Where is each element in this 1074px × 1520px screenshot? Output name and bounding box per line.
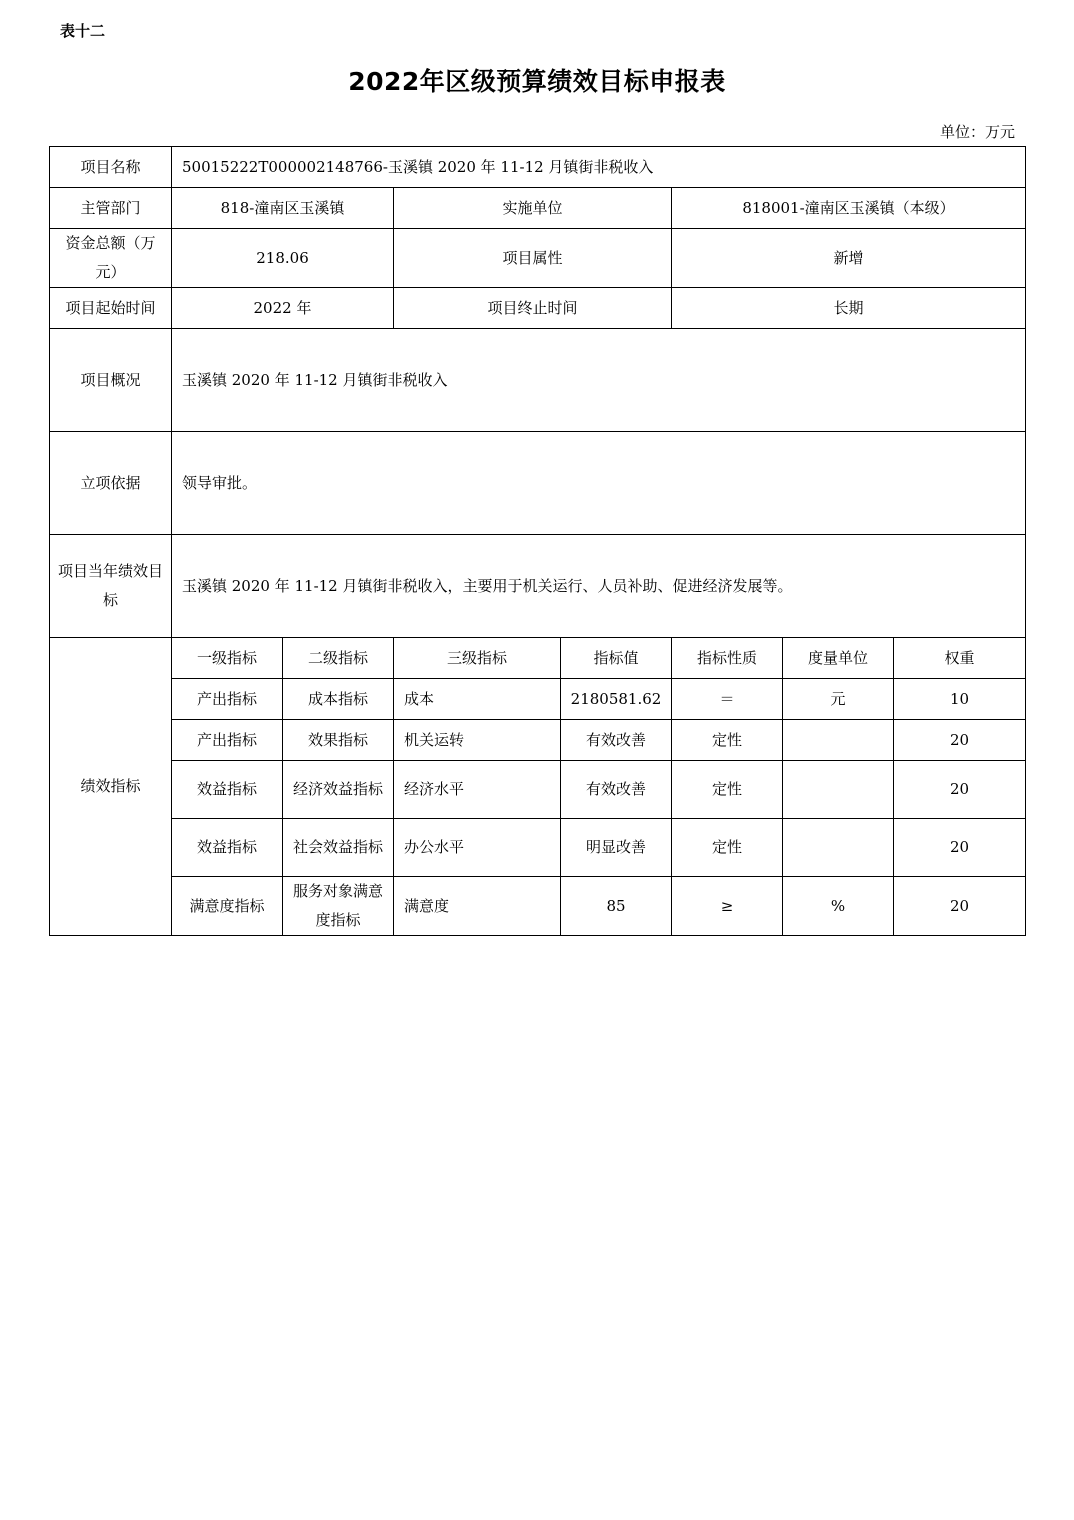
row-goal — [50, 535, 1026, 638]
cell-value: 有效改善 — [561, 720, 672, 761]
cell-level2: 服务对象满意度指标 — [283, 877, 394, 936]
cell-unit: 元 — [783, 679, 894, 720]
cell-level3: 办公水平 — [394, 819, 561, 877]
cell-unit — [783, 761, 894, 819]
cell-weight: 20 — [894, 761, 1026, 819]
indicator-row — [50, 819, 1026, 877]
row-basis — [50, 432, 1026, 535]
start-label: 项目起始时间 — [50, 288, 172, 329]
basis-value: 领导审批。 — [172, 432, 1026, 535]
impl-label: 实施单位 — [394, 188, 672, 229]
attr-value: 新增 — [672, 229, 1026, 288]
cell-weight: 20 — [894, 877, 1026, 936]
cell-value: 2180581.62 — [561, 679, 672, 720]
cell-level2: 经济效益指标 — [283, 761, 394, 819]
attr-label: 项目属性 — [394, 229, 672, 288]
overview-value: 玉溪镇 2020 年 11-12 月镇街非税收入 — [172, 329, 1026, 432]
project-name-value: 50015222T000002148766-玉溪镇 2020 年 11-12 月镇街非税收入 — [172, 147, 1026, 188]
header-level3: 三级指标 — [394, 638, 561, 679]
cell-level1: 产出指标 — [172, 720, 283, 761]
table-number-label: 表十二 — [60, 22, 106, 40]
goal-value: 玉溪镇 2020 年 11-12 月镇街非税收入，主要用于机关运行、人员补助、促进经济发展等。 — [172, 535, 1026, 638]
row-period — [50, 288, 1026, 329]
overview-label: 项目概况 — [50, 329, 172, 432]
cell-level2: 效果指标 — [283, 720, 394, 761]
cell-level2: 成本指标 — [283, 679, 394, 720]
project-name-label: 项目名称 — [50, 147, 172, 188]
end-value: 长期 — [672, 288, 1026, 329]
unit-label: 单位：万元 — [939, 123, 1015, 141]
header-value: 指标值 — [561, 638, 672, 679]
dept-value: 818-潼南区玉溪镇 — [172, 188, 394, 229]
cell-level3: 经济水平 — [394, 761, 561, 819]
cell-nature: 定性 — [672, 761, 783, 819]
cell-level1: 产出指标 — [172, 679, 283, 720]
cell-level3: 机关运转 — [394, 720, 561, 761]
indicator-header-row — [50, 638, 1026, 679]
row-department — [50, 188, 1026, 229]
cell-nature: 定性 — [672, 819, 783, 877]
header-weight: 权重 — [894, 638, 1026, 679]
start-value: 2022 年 — [172, 288, 394, 329]
cell-weight: 20 — [894, 720, 1026, 761]
cell-weight: 20 — [894, 819, 1026, 877]
cell-nature: 定性 — [672, 720, 783, 761]
goal-label: 项目当年绩效目标 — [50, 535, 172, 638]
cell-weight: 10 — [894, 679, 1026, 720]
cell-value: 有效改善 — [561, 761, 672, 819]
cell-level3: 满意度 — [394, 877, 561, 936]
end-label: 项目终止时间 — [394, 288, 672, 329]
cell-unit: % — [783, 877, 894, 936]
indicator-row — [50, 877, 1026, 936]
cell-unit — [783, 819, 894, 877]
indicator-row — [50, 720, 1026, 761]
document-title: 2022年区级预算绩效目标申报表 — [348, 67, 726, 96]
header-level1: 一级指标 — [172, 638, 283, 679]
header-nature: 指标性质 — [672, 638, 783, 679]
row-project-name — [50, 147, 1026, 188]
funds-value: 218.06 — [172, 229, 394, 288]
cell-value: 明显改善 — [561, 819, 672, 877]
header-unit: 度量单位 — [783, 638, 894, 679]
cell-level1: 效益指标 — [172, 761, 283, 819]
indicators-section-label: 绩效指标 — [50, 638, 172, 936]
cell-level1: 效益指标 — [172, 819, 283, 877]
budget-performance-form — [49, 146, 1026, 936]
cell-unit — [783, 720, 894, 761]
basis-label: 立项依据 — [50, 432, 172, 535]
row-funds — [50, 229, 1026, 288]
dept-label: 主管部门 — [50, 188, 172, 229]
impl-value: 818001-潼南区玉溪镇（本级） — [672, 188, 1026, 229]
indicator-row — [50, 761, 1026, 819]
funds-label: 资金总额（万元） — [50, 229, 172, 288]
cell-level1: 满意度指标 — [172, 877, 283, 936]
cell-nature: ＝ — [672, 679, 783, 720]
cell-level2: 社会效益指标 — [283, 819, 394, 877]
cell-value: 85 — [561, 877, 672, 936]
cell-nature: ≥ — [672, 877, 783, 936]
header-level2: 二级指标 — [283, 638, 394, 679]
row-overview — [50, 329, 1026, 432]
cell-level3: 成本 — [394, 679, 561, 720]
indicator-row — [50, 679, 1026, 720]
